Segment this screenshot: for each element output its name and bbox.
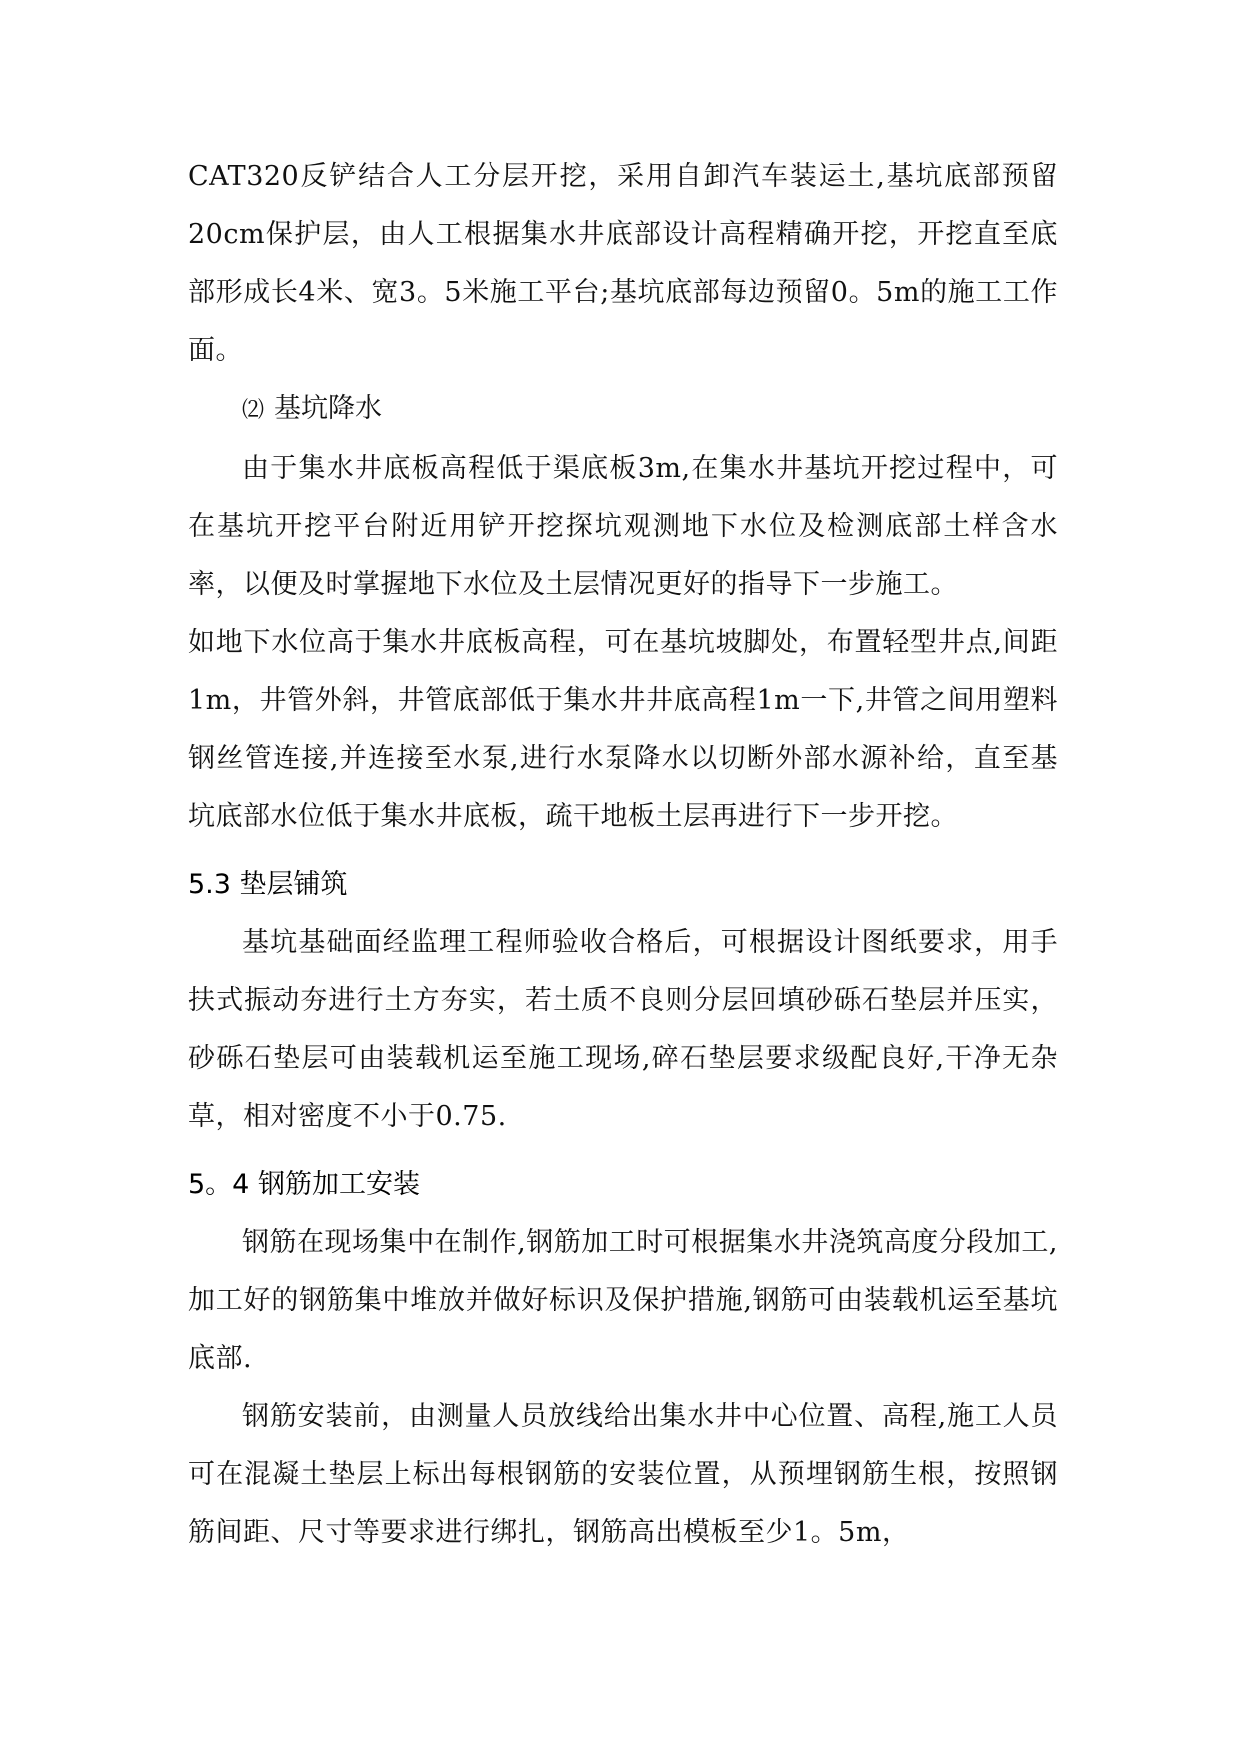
section-heading-5-3: 5.3 垫层铺筑 — [188, 869, 348, 900]
paragraph-cushion-layer: 基坑基础面经监理工程师验收合格后，可根据设计图纸要求，用手扶式振动夯进行土方夯实，若土质不良则分层回填砂砾石垫层并压实，砂砾石垫层可由装载机运至施工现场,碎石垫层要求级配良好,干净无杂草，相对密度不小于0.75. — [188, 927, 1058, 1132]
subheading-title: 基坑降水 — [274, 393, 383, 424]
subheading-number: ⑵ — [242, 398, 265, 423]
paragraph-dewatering-2: 如地下水位高于集水井底板高程，可在基坑坡脚处，布置轻型井点,间距1m，井管外斜，井管底部低于集水井井底高程1m一下,井管之间用塑料钢丝管连接,并连接至水泵,进行水泵降水以切断外部水源补给，直至基坑底部水位低于集水井底板，疏干地板土层再进行下一步开挖。 — [188, 627, 1058, 832]
document-body — [188, 148, 1058, 1562]
paragraph-excavation: CAT320反铲结合人工分层开挖，采用自卸汽车装运土,基坑底部预留20cm保护层，由人工根据集水井底部设计高程精确开挖，开挖直至底部形成长4米、宽3。5米施工平台;基坑底部每边预留0。5m的施工工作面。 — [188, 161, 1058, 366]
paragraph-dewatering-1: 由于集水井底板高程低于渠底板3m,在集水井基坑开挖过程中，可在基坑开挖平台附近用铲开挖探坑观测地下水位及检测底部土样含水率，以便及时掌握地下水位及土层情况更好的指导下一步施工。 — [188, 453, 1058, 600]
paragraph-rebar-processing: 钢筋在现场集中在制作,钢筋加工时可根据集水井浇筑高度分段加工,加工好的钢筋集中堆放并做好标识及保护措施,钢筋可由装载机运至基坑底部. — [188, 1227, 1058, 1374]
paragraph-rebar-installation: 钢筋安装前，由测量人员放线给出集水井中心位置、高程,施工人员可在混凝土垫层上标出每根钢筋的安装位置，从预埋钢筋生根，按照钢筋间距、尺寸等要求进行绑扎，钢筋高出模板至少1。5m， — [188, 1401, 1058, 1548]
subheading-dewatering — [188, 380, 1058, 440]
section-heading-5-4: 5。4 钢筋加工安装 — [188, 1169, 420, 1200]
